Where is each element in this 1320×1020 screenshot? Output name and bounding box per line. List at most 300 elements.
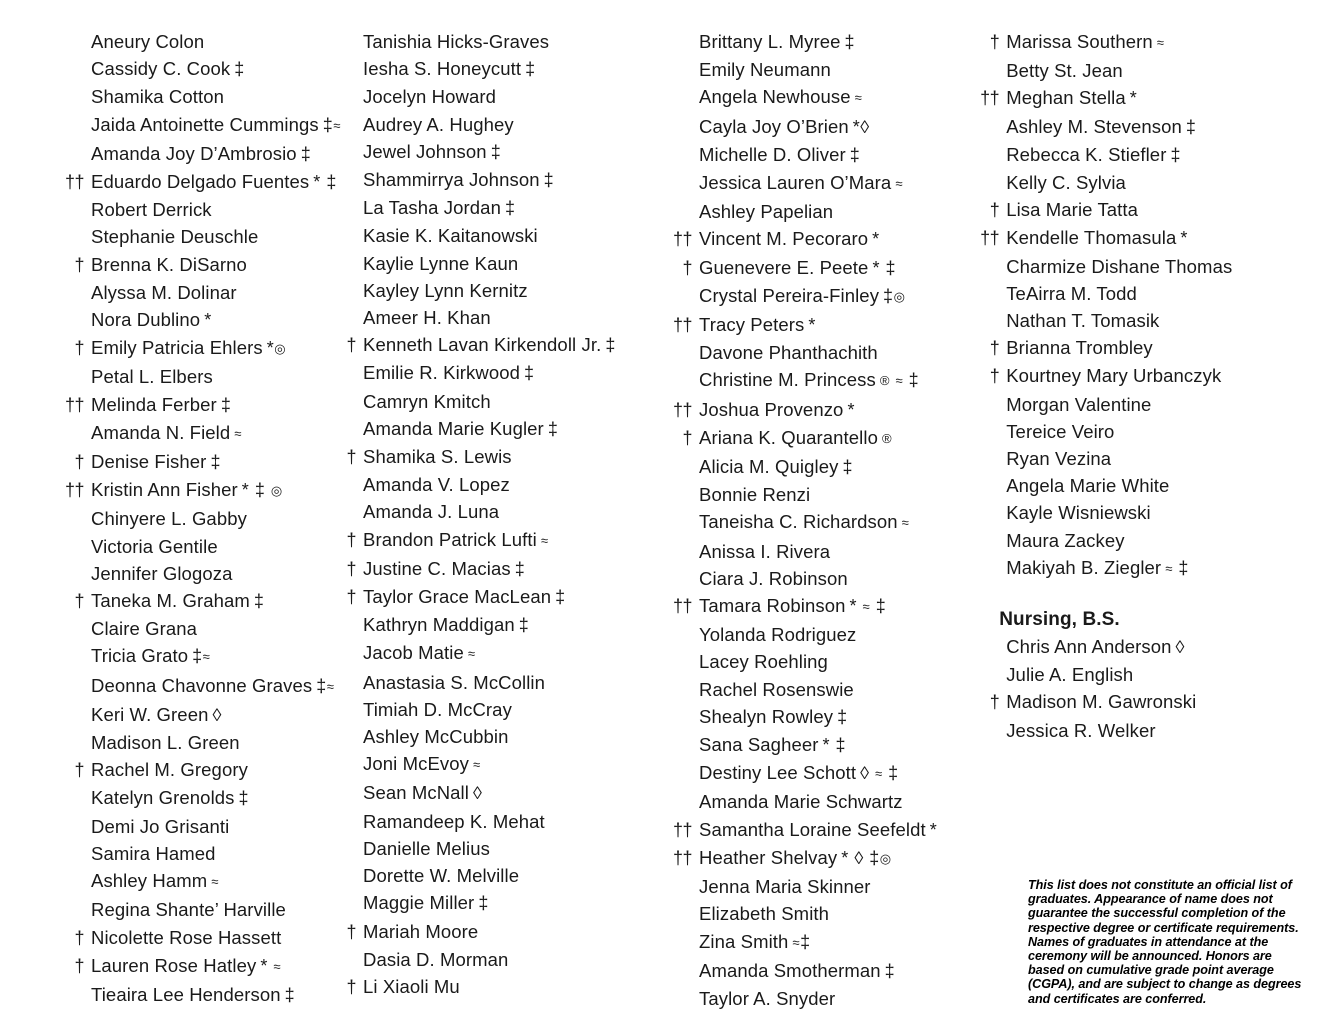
graduate-name: Vincent M. Pecoraro xyxy=(699,228,869,250)
graduate-name: Kelly C. Sylvia xyxy=(1006,172,1126,194)
graduate-name: Jessica R. Welker xyxy=(1006,719,1156,741)
graduate-entry xyxy=(973,84,1290,112)
honor-dagger-marker: †† xyxy=(980,228,1000,249)
graduate-entry xyxy=(58,55,330,83)
graduate-entry xyxy=(58,867,330,896)
graduate-entry xyxy=(330,946,666,973)
graduate-entry xyxy=(330,723,666,750)
graduate-entry xyxy=(973,499,1290,526)
graduate-distinction-marks: * xyxy=(808,315,816,336)
graduate-distinction-marks: * xyxy=(929,819,938,840)
graduate-entry xyxy=(58,196,330,223)
graduate-entry xyxy=(58,756,330,784)
graduate-entry xyxy=(666,225,973,253)
graduate-entry xyxy=(973,633,1290,661)
graduate-distinction-marks: ≈ xyxy=(540,532,549,548)
column-2-entries xyxy=(330,28,666,1001)
graduate-name: Rebecca K. Stiefler xyxy=(1006,143,1167,165)
graduate-entry xyxy=(666,873,973,900)
graduate-entry xyxy=(58,391,330,419)
graduate-entry xyxy=(973,169,1290,196)
graduate-entry xyxy=(973,362,1290,390)
graduate-name: Kenneth Lavan Kirkendoll Jr. xyxy=(363,334,602,356)
honor-dagger-marker: † xyxy=(989,366,1000,387)
graduate-name: Amanda Smotherman xyxy=(699,959,881,981)
graduate-name: Christine M. Princess xyxy=(699,369,876,391)
name-column-3 xyxy=(666,28,973,1012)
graduate-name: Petal L. Elbers xyxy=(91,366,213,388)
honor-dagger-marker: † xyxy=(989,200,1000,221)
graduate-name: Stephanie Deuschle xyxy=(91,226,259,248)
graduate-distinction-marks: ◊ xyxy=(472,783,483,804)
graduate-entry xyxy=(666,141,973,169)
graduate-entry xyxy=(330,611,666,639)
graduate-distinction-marks: ‡ xyxy=(525,59,536,80)
graduate-entry xyxy=(330,55,666,83)
graduate-entry xyxy=(330,250,666,277)
graduate-distinction-marks: ‡ xyxy=(253,591,265,612)
graduate-entry xyxy=(666,366,973,395)
graduate-entry xyxy=(666,957,973,985)
graduate-entry xyxy=(666,508,973,537)
honor-dagger-marker: † xyxy=(682,427,692,448)
graduate-entry xyxy=(973,472,1290,499)
graduate-entry xyxy=(330,835,666,862)
graduate-entry xyxy=(58,28,330,55)
graduate-name: Alicia M. Quigley xyxy=(699,456,839,478)
graduate-entry xyxy=(973,307,1290,334)
graduate-entry xyxy=(58,533,330,560)
graduate-name: Victoria Gentile xyxy=(91,535,218,557)
graduate-distinction-marks: ‡ xyxy=(284,984,296,1005)
graduate-entry xyxy=(58,363,330,390)
honor-dagger-marker: †† xyxy=(672,596,692,617)
graduate-entry xyxy=(330,443,666,471)
graduate-name: Kourtney Mary Urbanczyk xyxy=(1006,365,1222,387)
honor-dagger-marker: †† xyxy=(64,480,84,501)
graduate-distinction-marks: ‡≈ xyxy=(192,646,211,667)
graduate-entry xyxy=(58,306,330,334)
graduate-name: Madison L. Green xyxy=(91,732,240,754)
graduate-name: Cassidy C. Cook xyxy=(91,58,231,80)
graduate-name: Keri W. Green xyxy=(91,703,209,725)
graduate-entry xyxy=(666,538,973,565)
honor-dagger-marker: †† xyxy=(672,399,692,420)
graduate-distinction-marks: ≈ xyxy=(472,757,481,773)
graduate-distinction-marks: ‡ xyxy=(490,141,502,162)
graduate-distinction-marks: ‡ xyxy=(555,587,566,608)
graduate-name: Justine C. Macias xyxy=(363,557,511,579)
graduate-name: Amanda N. Field xyxy=(91,421,231,443)
graduate-name: Ameer H. Khan xyxy=(363,307,491,329)
graduate-distinction-marks: * xyxy=(1129,88,1138,109)
honor-dagger-marker: † xyxy=(346,447,356,468)
graduate-entry xyxy=(666,703,973,731)
graduate-name: Yolanda Rodriguez xyxy=(699,624,857,646)
graduate-entry xyxy=(330,583,666,611)
graduate-name: Rachel Rosenswie xyxy=(699,678,854,700)
graduate-entry xyxy=(330,471,666,498)
graduate-entry xyxy=(58,251,330,279)
graduate-name: Tereice Veiro xyxy=(1006,420,1115,442)
graduate-name: Jaida Antoinette Cummings xyxy=(91,113,319,135)
graduate-distinction-marks: ‡ xyxy=(1170,144,1181,165)
name-columns-container xyxy=(30,28,1290,1010)
graduate-distinction-marks: ‡◎ xyxy=(883,285,906,306)
graduate-entry xyxy=(58,168,337,196)
graduate-entry xyxy=(973,717,1290,744)
honor-dagger-marker: † xyxy=(74,927,84,948)
honor-dagger-marker: † xyxy=(74,338,84,359)
honor-dagger-marker: †† xyxy=(980,88,1000,109)
graduate-entry xyxy=(330,669,666,696)
graduate-name: Taylor Grace MacLean xyxy=(363,586,552,608)
graduate-name: Tamara Robinson xyxy=(699,595,846,617)
graduate-name: Ashley Papelian xyxy=(699,201,834,223)
honor-dagger-marker: † xyxy=(74,452,84,473)
graduate-entry xyxy=(666,339,973,366)
graduate-entry xyxy=(58,448,330,476)
graduate-entry xyxy=(330,973,666,1001)
graduate-name: Brenna K. DiSarno xyxy=(91,253,247,275)
graduate-name: Madison M. Gawronski xyxy=(1006,691,1197,713)
graduate-name: Sean McNall xyxy=(363,782,469,804)
disclaimer-text: This list does not constitute an official list of graduates. Appearance of name does not guarantee the successful completion of the respective degree or certificate requirements. Names of graduates in attendance at the ceremony will be announced. Honors are based on cumulative grade point average (CGPA), and are subject to change as degrees and certificates are conferred. xyxy=(1028,878,1302,1006)
graduate-distinction-marks: ‡ xyxy=(1185,116,1197,137)
graduate-distinction-marks: *◊ xyxy=(852,116,870,137)
graduate-name: Lisa Marie Tatta xyxy=(1006,199,1139,221)
graduate-entry xyxy=(973,28,1290,57)
graduate-name: Ramandeep K. Mehat xyxy=(363,810,545,832)
graduate-name: Amanda Marie Schwartz xyxy=(699,791,903,813)
graduate-distinction-marks: ≈ xyxy=(211,874,219,890)
name-column-1 xyxy=(30,28,341,1009)
graduate-name: Taneisha C. Richardson xyxy=(699,511,898,533)
graduate-entry xyxy=(330,83,666,110)
graduate-distinction-marks: ‡ xyxy=(478,893,489,914)
graduate-name: Jennifer Glogoza xyxy=(91,562,233,584)
graduate-entry xyxy=(330,331,666,359)
graduate-name: Jenna Maria Skinner xyxy=(699,876,871,898)
graduate-name: Jacob Matie xyxy=(363,642,464,664)
graduate-name: Timiah D. McCray xyxy=(363,698,512,720)
graduate-name: Morgan Valentine xyxy=(1006,393,1152,415)
graduate-entry xyxy=(330,222,666,249)
graduate-entry xyxy=(973,418,1290,445)
honor-dagger-marker: † xyxy=(682,257,692,278)
graduate-distinction-marks: ‡ xyxy=(849,144,861,165)
graduate-entry xyxy=(973,280,1290,307)
graduate-entry xyxy=(666,169,973,198)
graduate-name: Tanishia Hicks-Graves xyxy=(363,31,550,52)
graduate-entry xyxy=(330,194,666,222)
graduate-name: Kaylie Lynne Kaun xyxy=(363,252,519,274)
graduate-entry xyxy=(330,918,666,946)
graduate-name: Nicolette Rose Hassett xyxy=(91,926,282,948)
graduate-entry xyxy=(330,388,666,415)
graduate-entry xyxy=(666,788,973,815)
graduate-name: Emilie R. Kirkwood xyxy=(363,362,521,384)
graduate-name: Lacey Roehling xyxy=(699,651,828,673)
graduate-distinction-marks: ◊ xyxy=(212,704,222,725)
graduate-name: Betty St. Jean xyxy=(1006,60,1123,82)
graduate-name: Shamika S. Lewis xyxy=(363,446,512,468)
graduate-entry xyxy=(666,424,973,453)
graduate-entry xyxy=(58,896,330,923)
graduate-name: Cayla Joy O’Brien xyxy=(699,115,849,137)
graduate-name: Tracy Peters xyxy=(699,314,805,336)
graduate-entry xyxy=(330,111,666,138)
graduate-entry xyxy=(58,701,330,729)
graduate-name: Chinyere L. Gabby xyxy=(91,508,247,530)
graduate-name: Bonnie Renzi xyxy=(699,484,811,506)
graduate-distinction-marks: ‡≈ xyxy=(316,675,335,696)
graduate-name: Meghan Stella xyxy=(1006,87,1126,109)
honor-dagger-marker: † xyxy=(74,955,84,976)
honor-dagger-marker: † xyxy=(989,338,1000,359)
graduate-name: Amanda Joy D’Ambrosio xyxy=(91,142,297,164)
graduate-entry xyxy=(666,254,973,282)
graduate-entry xyxy=(58,672,335,701)
honor-dagger-marker: † xyxy=(346,587,356,608)
graduate-entry xyxy=(666,621,973,648)
graduate-name: Kasie K. Kaitanowski xyxy=(363,225,538,247)
graduate-name: Aneury Colon xyxy=(91,31,205,52)
graduate-distinction-marks: * xyxy=(204,310,212,331)
graduate-distinction-marks: * ‡ xyxy=(872,257,896,278)
graduate-distinction-marks: * ‡ xyxy=(822,735,847,756)
graduate-name: Davone Phanthachith xyxy=(699,342,878,364)
graduate-entry xyxy=(666,985,973,1012)
graduate-entry xyxy=(973,334,1290,362)
name-column-2 xyxy=(330,28,666,1001)
graduate-name: Anissa I. Rivera xyxy=(699,540,831,562)
graduate-name: Maggie Miller xyxy=(363,892,475,914)
graduate-distinction-marks: ≈ xyxy=(854,90,863,106)
graduate-entry xyxy=(58,615,330,642)
graduate-name: Kendelle Thomasula xyxy=(1006,227,1177,249)
honor-dagger-marker: †† xyxy=(64,172,84,193)
graduate-entry xyxy=(58,83,330,110)
graduate-entry xyxy=(666,565,973,592)
graduate-name: Eduardo Delgado Fuentes xyxy=(91,171,310,193)
graduate-name: Ryan Vezina xyxy=(1006,448,1112,470)
graduate-name: Nathan T. Tomasik xyxy=(1006,310,1160,332)
graduate-distinction-marks: ‡ xyxy=(547,418,559,439)
graduate-name: Charmize Dishane Thomas xyxy=(1006,255,1233,277)
graduate-name: Kathryn Maddigan xyxy=(363,614,515,636)
graduate-name: Jewel Johnson xyxy=(363,140,487,162)
graduate-name: Ariana K. Quarantello xyxy=(699,426,878,448)
graduate-entry xyxy=(666,816,973,844)
graduate-name: Dasia D. Morman xyxy=(363,948,509,970)
graduate-entry xyxy=(666,844,973,873)
graduate-distinction-marks: ‡ xyxy=(504,198,516,219)
graduate-entry xyxy=(58,952,330,981)
honor-dagger-marker: † xyxy=(74,760,84,781)
graduate-name: Regina Shante’ Harville xyxy=(91,899,286,921)
graduate-entry xyxy=(666,928,973,957)
graduate-name: Destiny Lee Schott xyxy=(699,762,857,784)
honor-dagger-marker: †† xyxy=(672,315,692,336)
graduate-entry xyxy=(58,587,330,615)
graduate-name: Elizabeth Smith xyxy=(699,903,830,925)
graduate-entry xyxy=(330,166,666,194)
graduate-entry xyxy=(973,141,1290,169)
graduate-entry xyxy=(58,334,330,363)
graduate-name: Amanda V. Lopez xyxy=(363,474,510,496)
graduate-name: Heather Shelvay xyxy=(699,846,838,868)
graduate-distinction-marks: ‡ xyxy=(837,706,848,727)
graduate-name: Brittany L. Myree xyxy=(699,31,841,52)
graduate-entry xyxy=(973,253,1290,280)
graduate-entry xyxy=(330,750,666,779)
graduate-entry xyxy=(973,391,1290,418)
graduate-entry xyxy=(666,83,973,112)
honor-dagger-marker: † xyxy=(346,529,356,550)
graduate-distinction-marks: * ‡ xyxy=(313,172,337,193)
graduate-distinction-marks: ◊ ≈ ‡ xyxy=(860,763,899,784)
graduate-name: Marissa Southern xyxy=(1006,31,1153,52)
graduate-distinction-marks: * ≈ ‡ xyxy=(849,596,887,617)
graduate-name: Ciara J. Robinson xyxy=(699,567,848,589)
graduate-name: Danielle Melius xyxy=(363,837,490,859)
graduate-entry xyxy=(666,900,973,927)
graduate-name: Emily Neumann xyxy=(699,59,831,81)
graduate-entry xyxy=(58,784,330,812)
graduate-distinction-marks: ‡ xyxy=(518,615,530,636)
graduate-entry xyxy=(666,28,973,56)
graduate-name: TeAirra M. Todd xyxy=(1006,282,1137,304)
graduate-name: Katelyn Grenolds xyxy=(91,787,235,809)
graduate-entry xyxy=(58,505,330,532)
column-3-entries xyxy=(666,28,973,1012)
graduate-distinction-marks: ≈ ‡ xyxy=(1165,557,1189,578)
graduate-entry xyxy=(666,731,973,759)
graduate-distinction-marks: ≈ xyxy=(467,646,476,662)
graduate-entry xyxy=(58,813,330,840)
graduate-entry xyxy=(666,481,973,508)
graduate-distinction-marks: ‡ xyxy=(234,59,245,80)
graduate-name: Camryn Kmitch xyxy=(363,390,491,412)
graduate-name: La Tasha Jordan xyxy=(363,197,501,219)
graduate-name: Audrey A. Hughey xyxy=(363,113,514,135)
nursing-bs-entries xyxy=(973,633,1290,744)
graduate-name: Angela Newhouse xyxy=(699,86,851,108)
graduate-distinction-marks: * ≈ xyxy=(260,955,281,976)
name-column-4 xyxy=(973,28,1290,744)
graduate-entry xyxy=(330,304,666,331)
graduate-distinction-marks: ® xyxy=(881,430,893,446)
honor-dagger-marker: † xyxy=(346,558,356,579)
graduate-name: Guenevere E. Peete xyxy=(699,256,869,278)
graduate-distinction-marks: ‡ xyxy=(210,452,221,473)
graduate-name: Denise Fisher xyxy=(91,451,207,473)
honor-dagger-marker: †† xyxy=(64,394,84,415)
graduate-distinction-marks: ≈‡ xyxy=(792,931,811,952)
graduate-distinction-marks: ◊ xyxy=(1175,637,1185,658)
honor-dagger-marker: † xyxy=(74,254,84,275)
graduate-entry xyxy=(330,277,666,304)
graduate-distinction-marks: ‡ xyxy=(238,788,250,809)
graduate-name: Demi Jo Grisanti xyxy=(91,815,230,837)
graduate-name: Deonna Chavonne Graves xyxy=(91,674,313,696)
graduate-name: Ashley M. Stevenson xyxy=(1006,115,1182,137)
honor-dagger-marker: † xyxy=(346,335,356,356)
graduate-name: Robert Derrick xyxy=(91,199,212,221)
graduate-distinction-marks: ‡ xyxy=(514,558,526,579)
graduate-entry xyxy=(973,224,1290,252)
graduate-name: Shammirrya Johnson xyxy=(363,169,540,191)
graduate-entry xyxy=(330,808,666,835)
graduate-name: Maura Zackey xyxy=(1006,529,1125,551)
graduate-name: Dorette W. Melville xyxy=(363,865,520,887)
graduate-name: Jocelyn Howard xyxy=(363,86,497,108)
graduate-distinction-marks: ® ≈ ‡ xyxy=(879,370,920,391)
graduate-distinction-marks: ‡≈ xyxy=(322,114,341,135)
graduate-entry xyxy=(973,688,1290,716)
graduate-name: Taylor A. Snyder xyxy=(699,987,836,1009)
honor-dagger-marker: † xyxy=(346,976,356,997)
graduate-entry xyxy=(330,555,666,583)
graduate-name: Shamika Cotton xyxy=(91,86,225,108)
graduate-name: Nora Dublino xyxy=(91,309,201,331)
graduate-entry xyxy=(330,862,666,889)
graduate-entry xyxy=(58,924,330,952)
graduate-distinction-marks: *◎ xyxy=(266,338,287,359)
graduate-distinction-marks: ‡ xyxy=(842,457,853,478)
graduate-distinction-marks: ‡ xyxy=(605,335,616,356)
graduate-distinction-marks: ‡ xyxy=(220,394,232,415)
graduate-name: Ashley Hamm xyxy=(91,870,208,892)
graduate-name: Emily Patricia Ehlers xyxy=(91,337,263,359)
graduate-name: Kristin Ann Fisher xyxy=(91,479,238,501)
graduate-entry xyxy=(330,779,666,807)
honor-dagger-marker: † xyxy=(346,921,356,942)
graduate-entry xyxy=(666,113,973,141)
graduate-distinction-marks: * ◊ ‡◎ xyxy=(841,847,892,868)
graduate-entry xyxy=(58,981,330,1009)
graduate-name: Samira Hamed xyxy=(91,842,216,864)
graduate-name: Ashley McCubbin xyxy=(363,726,509,748)
graduate-name: Chris Ann Anderson xyxy=(1006,636,1172,658)
graduate-distinction-marks: ≈ xyxy=(234,425,242,441)
column-1-entries xyxy=(58,28,341,1009)
graduate-entry xyxy=(666,198,973,225)
graduate-distinction-marks: * xyxy=(847,399,855,420)
graduate-name: Julie A. English xyxy=(1006,664,1134,686)
graduate-entry xyxy=(330,359,666,387)
graduate-entry xyxy=(666,759,973,788)
graduate-name: Makiyah B. Ziegler xyxy=(1006,556,1162,578)
graduate-entry xyxy=(58,729,330,756)
graduate-name: Tieaira Lee Henderson xyxy=(91,983,281,1005)
column-4-entries xyxy=(973,28,1290,583)
graduate-name: Sana Sagheer xyxy=(699,734,819,756)
graduate-entry xyxy=(666,453,973,481)
graduate-distinction-marks: ‡ xyxy=(543,170,555,191)
graduate-entry xyxy=(330,696,666,723)
graduate-entry xyxy=(973,196,1290,224)
graduate-name: Tricia Grato xyxy=(91,645,189,667)
graduate-name: Iesha S. Honeycutt xyxy=(363,58,522,80)
honor-dagger-marker: † xyxy=(74,591,84,612)
graduate-name: Shealyn Rowley xyxy=(699,705,834,727)
graduate-entry xyxy=(973,554,1290,583)
graduate-entry xyxy=(666,592,973,621)
graduate-name: Kayle Wisniewski xyxy=(1006,502,1151,524)
graduate-entry xyxy=(973,445,1290,472)
